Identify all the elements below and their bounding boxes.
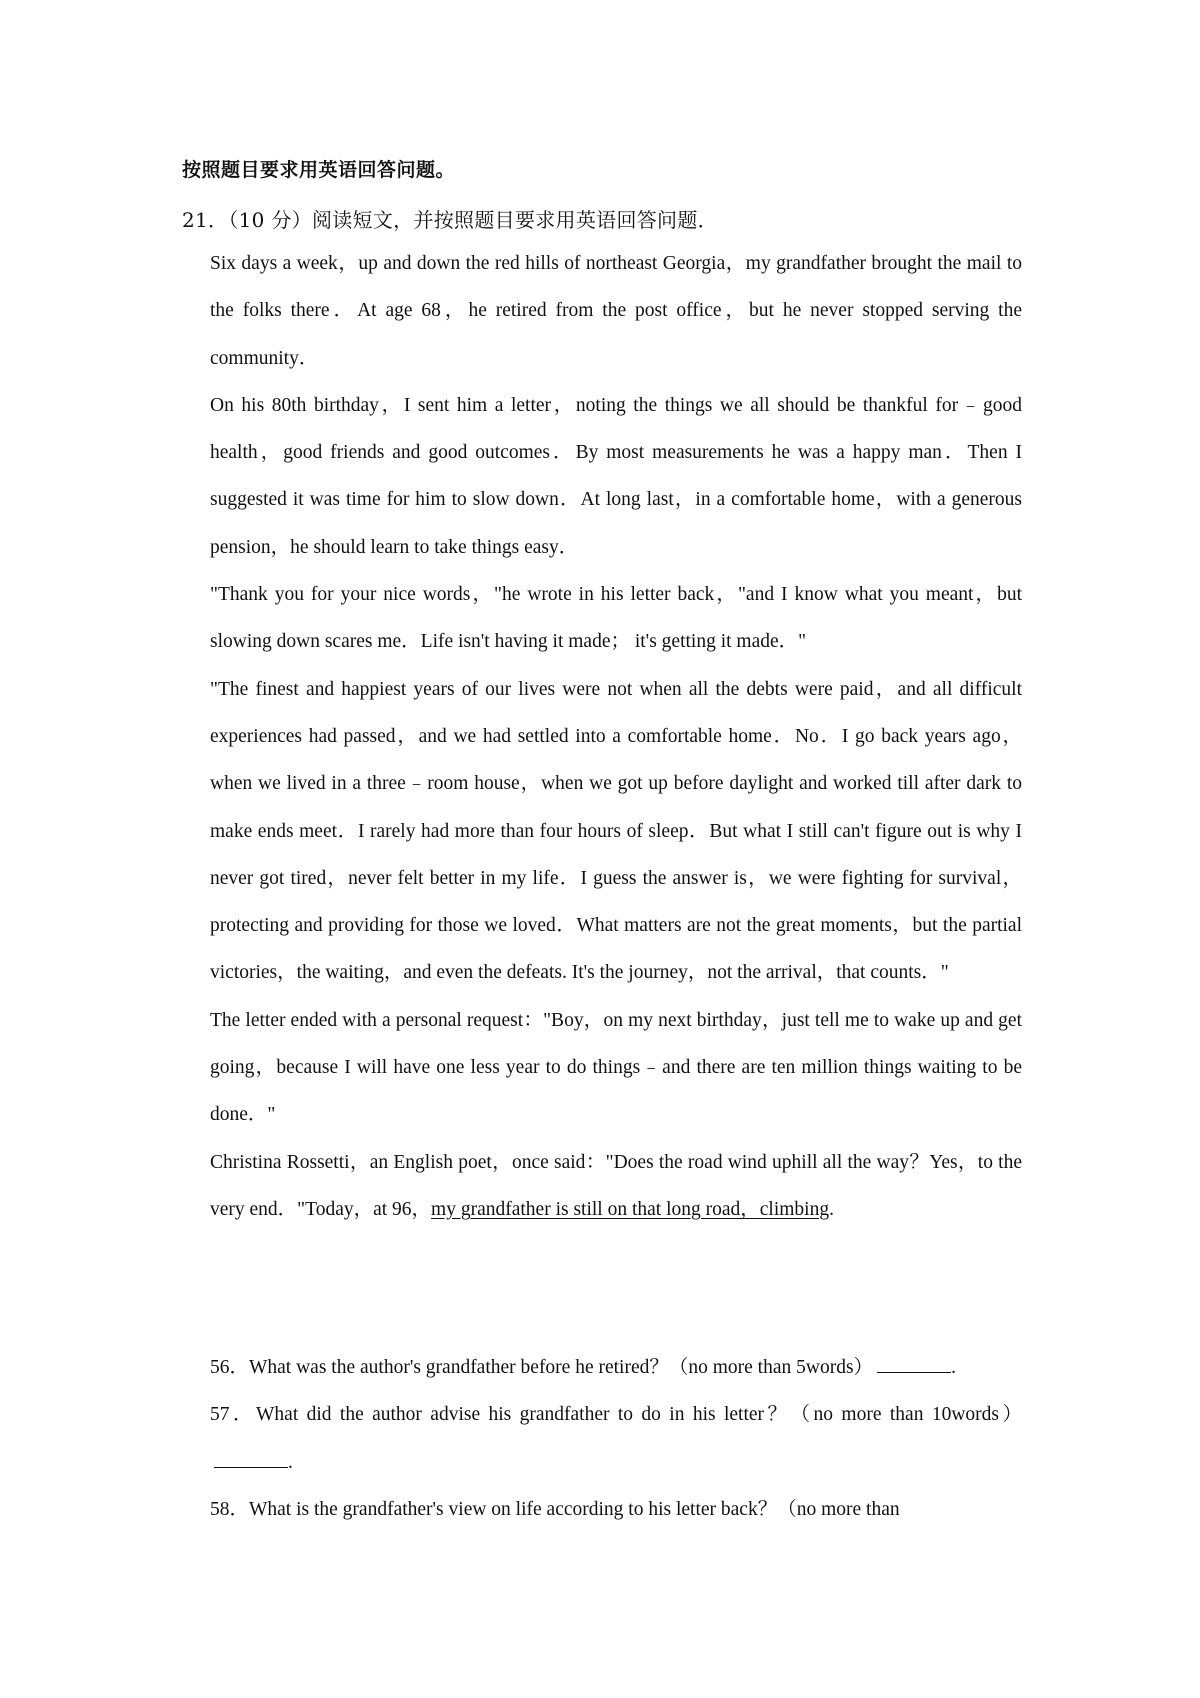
question-58	[210, 1486, 1022, 1533]
passage-paragraph-2: On his 80th birthday，I sent him a letter，noting the things we all should be thankful for﹣good health，good friends and good outcomes．By most measurements he was a happy man．Then I suggested it was time for him to slow down．At long last，in a comfortable home，with a generous pension，he should learn to take things easy．	[210, 394, 1022, 558]
reading-passage	[210, 240, 1022, 1233]
question-56-end: .	[951, 1357, 956, 1378]
question-57-end: .	[288, 1451, 293, 1473]
section-heading: 按照题目要求用英语回答问题。	[182, 159, 456, 181]
answer-blank-56[interactable]	[877, 1354, 951, 1373]
passage-paragraph-4: "The finest and happiest years of our lives were not when all the debts were paid，and all difficult experiences had passed，and we had settled into a comfortable home．No．I go back years ago，when we lived in a three﹣room house，when we got up before daylight and worked till after dark to make ends meet．I rarely had more than four hours of sleep．But what I still can't figure out is why I never got tired，never felt better in my life．I guess the answer is，we were fighting for survival，protecting and providing for those we loved．What matters are not the great moments，but the partial victories，the waiting，and even the defeats. It's the journey，not the arrival，that counts．"	[210, 678, 1022, 984]
passage-paragraph-5: The letter ended with a personal request："Boy，on my next birthday，just tell me to wake up and get going，because I will have one less year to do things﹣and there are ten million things waiting to be done．"	[210, 1009, 1022, 1126]
underlined-phrase: my grandfather is still on that long road，climbing	[431, 1198, 830, 1220]
question-57	[210, 1391, 1022, 1486]
paragraph-6-start: Christina Rossetti，an English poet，once said："Does the road wind uphill all the way？Yes，to the very end．"Today，at 96，	[210, 1151, 1022, 1220]
question-56	[210, 1344, 1022, 1391]
paragraph-6-end: .	[829, 1198, 834, 1220]
question-57-text: 57．What did the author advise his grandfather to do in his letter？（no more than 10words）	[210, 1404, 1022, 1426]
passage-paragraph-1: Six days a week，up and down the red hills of northeast Georgia，my grandfather brought the mail to the folks there．At age 68，he retired from the post office，but he never stopped serving the community．	[210, 253, 1022, 369]
passage-paragraph-3: "Thank you for your nice words，"he wrote in his letter back，"and I know what you meant，but slowing down scares me．Life isn't having it made； it's getting it made．"	[210, 584, 1022, 653]
question-header: 21．（10 分）阅读短文，并按照题目要求用英语回答问题．	[182, 208, 718, 232]
question-58-text: 58．What is the grandfather's view on life according to his letter back？（no more than	[210, 1498, 900, 1520]
questions-section	[210, 1344, 1022, 1533]
answer-blank-57[interactable]	[214, 1449, 288, 1468]
passage-paragraph-6	[210, 1139, 1022, 1234]
question-56-text: 56．What was the author's grandfather before he retired？（no more than 5words）	[210, 1357, 874, 1378]
